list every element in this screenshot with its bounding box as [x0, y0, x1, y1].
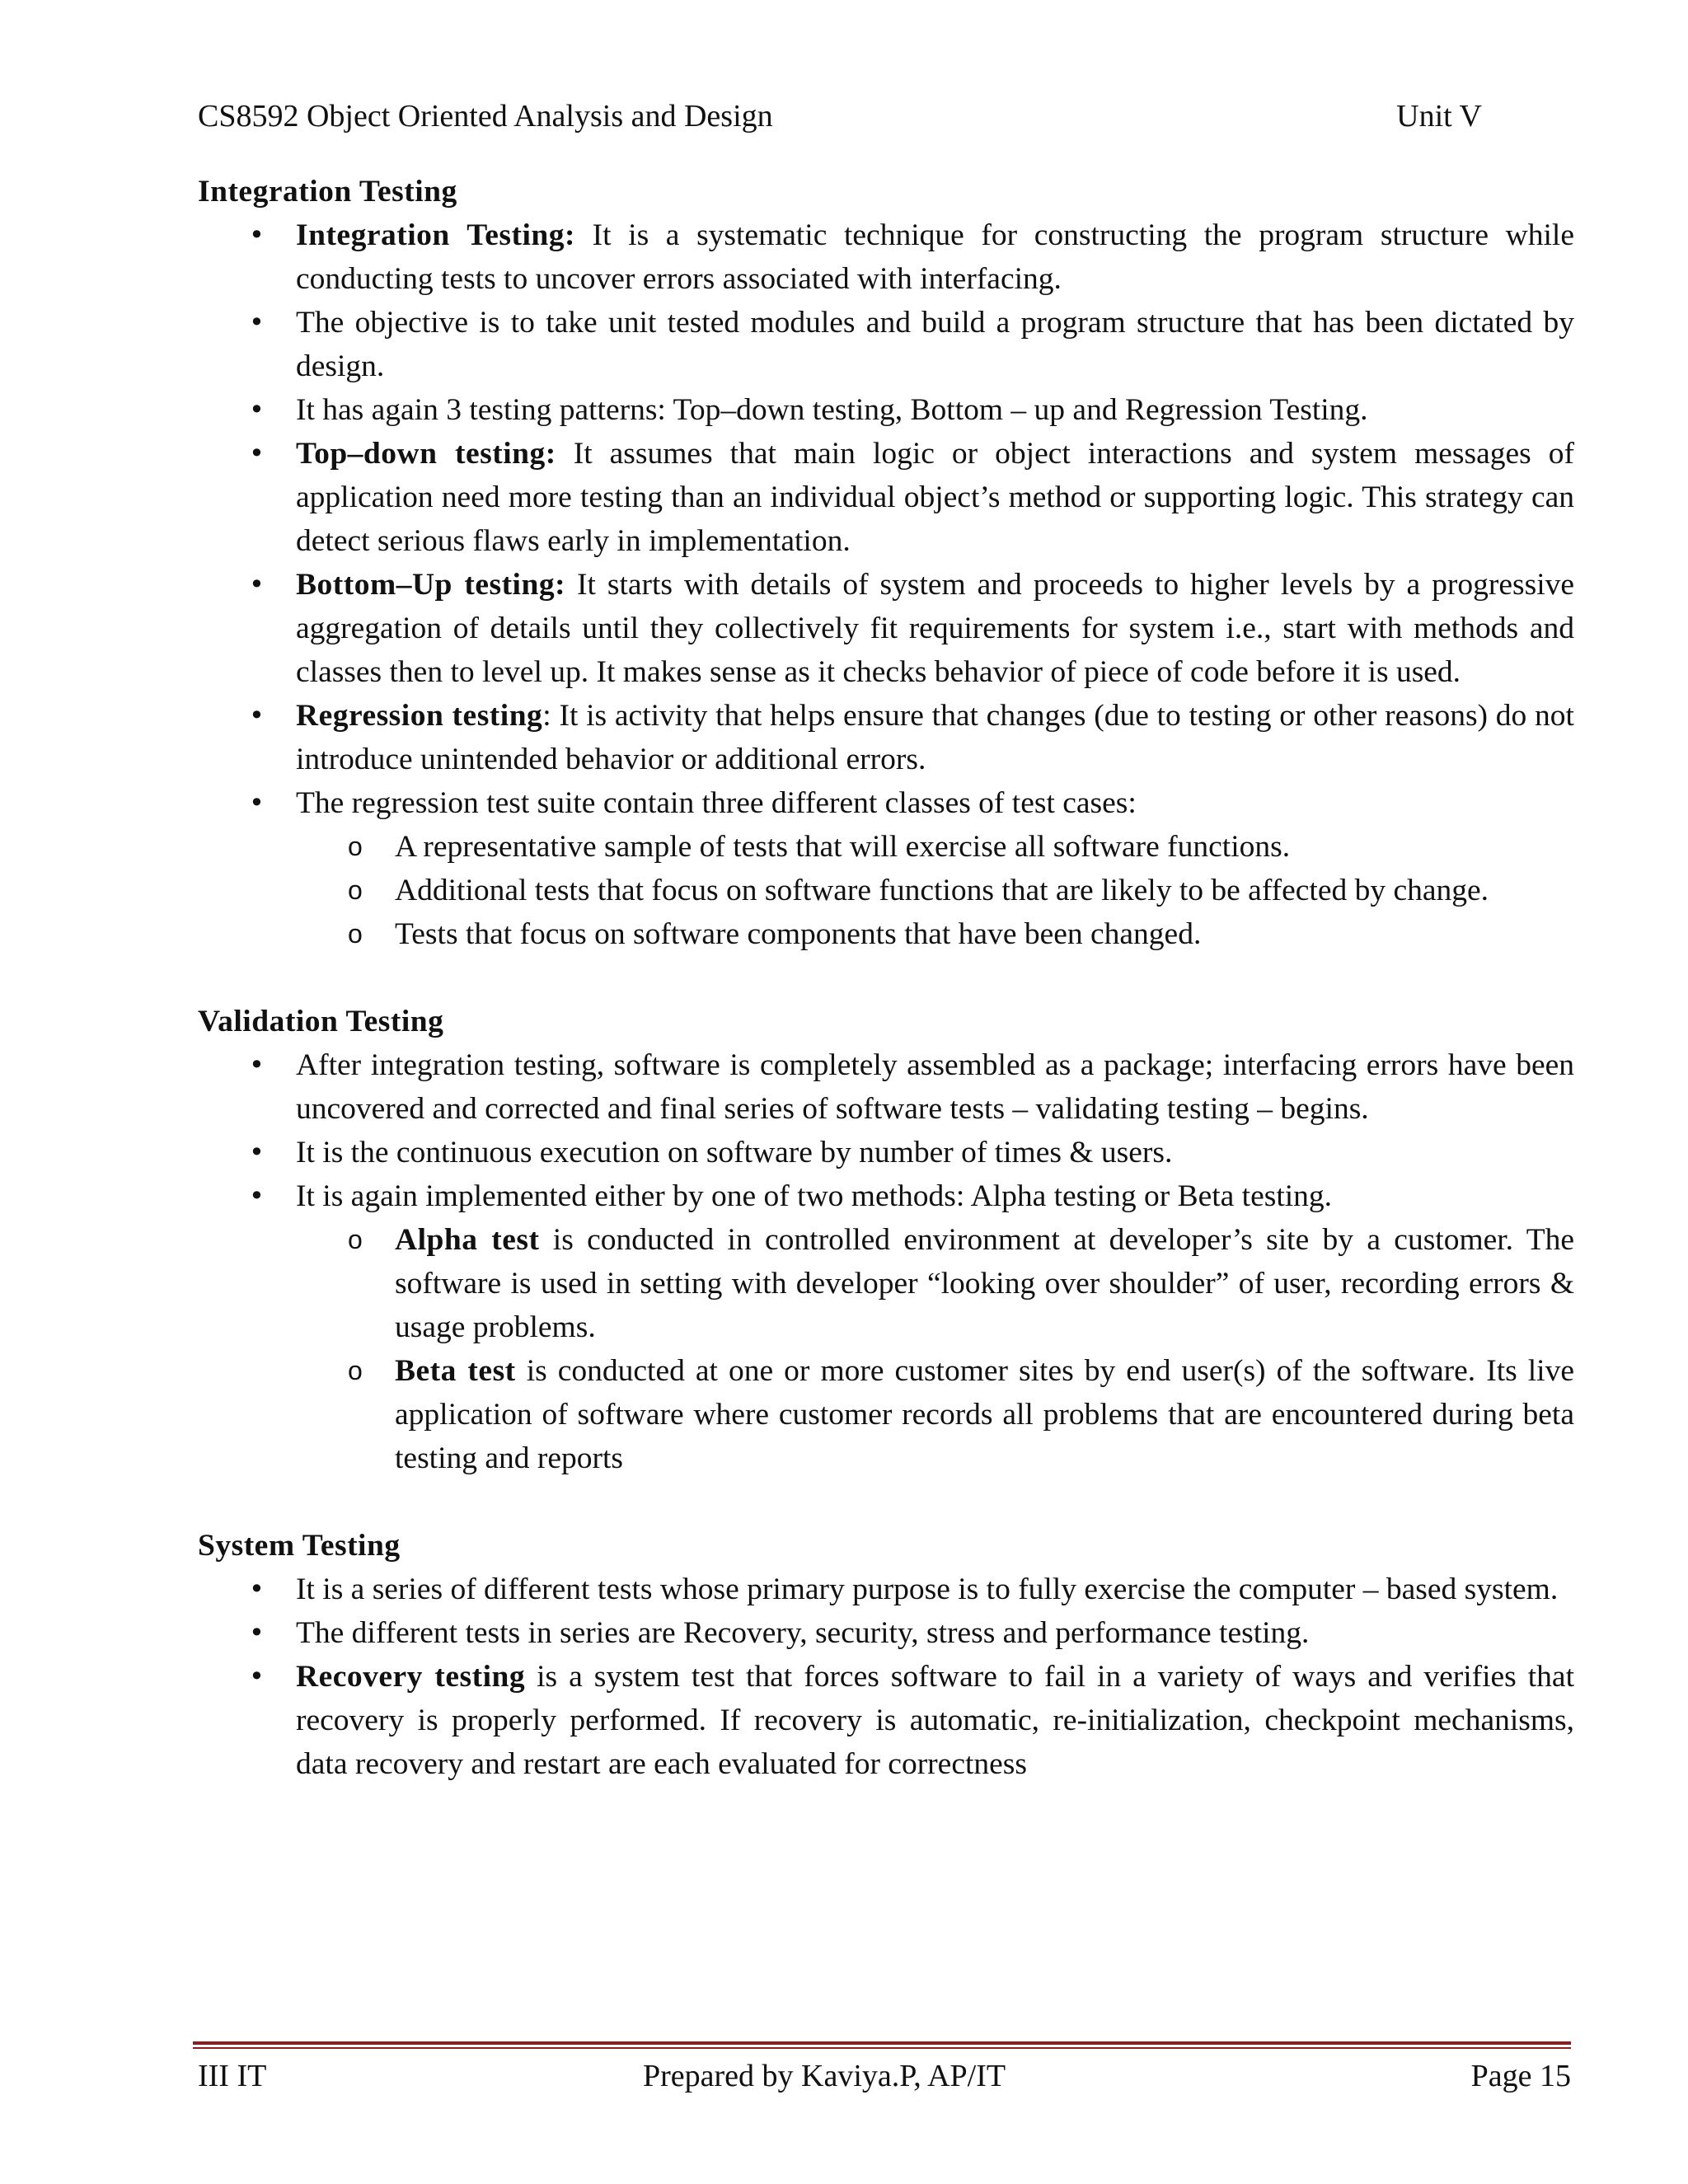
item-text: Additional tests that focus on software functions that are likely to be affected by change. — [395, 874, 1489, 907]
item-text: is conducted in controlled environment at developer’s site by a customer. The software is used in setting with developer “looking over shoulder” of user, recording errors & usage problems. — [395, 1223, 1574, 1344]
page-header — [198, 96, 1482, 137]
item-text: The objective is to take unit tested modules and build a program structure that has been dictated by design. — [296, 306, 1574, 383]
item-text: It is a systematic technique for constructing the program structure while conducting tests to uncover errors associated with interfacing. — [296, 218, 1574, 296]
validation-testing-section — [198, 1000, 1574, 1480]
unit-label: Unit V — [1396, 99, 1482, 134]
list-item — [198, 213, 1574, 301]
term: Beta test — [395, 1354, 516, 1388]
item-text: After integration testing, software is completely assembled as a package; interfacing errors have been uncovered and corrected and final series of software tests – validating testing – begins. — [296, 1048, 1574, 1126]
item-text: It is again implemented either by one of two methods: Alpha testing or Beta testing. — [296, 1179, 1333, 1213]
list-item — [198, 1043, 1574, 1131]
sub-list-item — [198, 1218, 1574, 1349]
sub-list — [198, 1218, 1574, 1480]
section-title: Validation Testing — [198, 1005, 444, 1038]
sub-list-item — [198, 869, 1574, 912]
document-body — [198, 170, 1574, 1786]
list-item — [198, 432, 1574, 563]
term: Bottom–Up testing: — [296, 568, 566, 602]
system-testing-section — [198, 1524, 1574, 1786]
term: Recovery testing — [296, 1660, 526, 1694]
author-label: Prepared by Kaviya.P, AP/IT — [643, 2059, 1006, 2093]
term: Alpha test — [395, 1223, 540, 1257]
list-item — [198, 1568, 1574, 1611]
sub-list-item — [198, 1349, 1574, 1480]
page-number: Page 15 — [1470, 2059, 1571, 2093]
item-text: It is a series of different tests whose primary purpose is to fully exercise the computer – based system. — [296, 1572, 1559, 1606]
term: Integration Testing: — [296, 218, 575, 252]
section-title: System Testing — [198, 1529, 401, 1563]
section-title: Integration Testing — [198, 175, 457, 209]
integration-testing-section — [198, 170, 1574, 956]
item-text: It has again 3 testing patterns: Top–down testing, Bottom – up and Regression Testing. — [296, 393, 1368, 427]
item-text: is conducted at one or more customer sites by end user(s) of the software. Its live application of software where customer records all problems that are encountered during beta testing and reports — [395, 1354, 1574, 1475]
class-label: III IT — [198, 2059, 267, 2093]
bullet-list — [198, 213, 1574, 956]
item-text: It is the continuous execution on software by number of times & users. — [296, 1136, 1173, 1169]
item-text: A representative sample of tests that will exercise all software functions. — [395, 830, 1291, 864]
item-text: Tests that focus on software components that have been changed. — [395, 917, 1202, 951]
spacer — [198, 1480, 1574, 1524]
course-title: CS8592 Object Oriented Analysis and Design — [198, 99, 773, 134]
list-item — [198, 1611, 1574, 1655]
term: Top–down testing: — [296, 437, 556, 471]
list-item — [198, 301, 1574, 388]
list-item — [198, 1655, 1574, 1786]
list-item — [198, 1131, 1574, 1174]
list-item — [198, 694, 1574, 781]
item-text: The regression test suite contain three different classes of test cases: — [296, 786, 1137, 820]
list-item — [198, 388, 1574, 432]
item-text: is a system test that forces software to fail in a variety of ways and verifies that recovery is properly performed. If recovery is automatic, re-initialization, checkpoint mechanisms, data recovery and restart are each evaluated for correctness — [296, 1660, 1574, 1781]
list-item — [198, 1174, 1574, 1480]
list-item — [198, 563, 1574, 694]
sub-list-item — [198, 912, 1574, 956]
page-footer — [198, 2055, 1571, 2097]
footer-rule-thick — [193, 2041, 1571, 2045]
spacer — [198, 956, 1574, 1000]
list-item — [198, 781, 1574, 956]
term: Regression testing — [296, 699, 543, 733]
item-text: The different tests in series are Recovery, security, stress and performance testing. — [296, 1616, 1310, 1650]
item-text: It assumes that main logic or object interactions and system messages of application need more testing than an individual object’s method or supporting logic. This strategy can detect serious flaws early in implementation. — [296, 437, 1574, 558]
sub-list — [198, 825, 1574, 956]
bullet-list — [198, 1568, 1574, 1786]
footer-divider — [193, 2041, 1571, 2053]
footer-rule-thin — [193, 2047, 1571, 2049]
sub-list-item — [198, 825, 1574, 869]
bullet-list — [198, 1043, 1574, 1480]
item-text: It starts with details of system and proceeds to higher levels by a progressive aggregation of details until they collectively fit requirements for system i.e., start with methods and classes then to level up. It makes sense as it checks behavior of piece of code before it is used. — [296, 568, 1575, 689]
item-text: : It is activity that helps ensure that changes (due to testing or other reasons) do not introduce unintended behavior or additional errors. — [296, 699, 1574, 776]
